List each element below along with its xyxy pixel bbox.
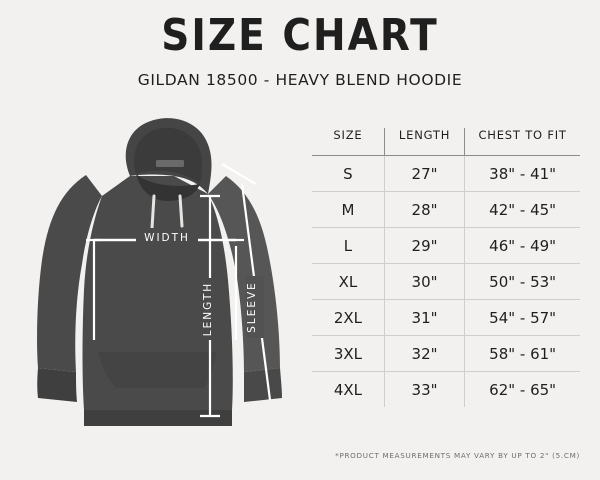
cell-size: 3XL xyxy=(312,336,384,372)
cell-chest: 50" - 53" xyxy=(465,264,580,300)
cell-chest: 62" - 65" xyxy=(489,380,557,399)
page-header xyxy=(0,10,600,89)
cell-length: 33" xyxy=(384,372,464,408)
size-table-container xyxy=(312,128,580,407)
table-row xyxy=(312,228,580,264)
cell-chest: 38" - 41" xyxy=(465,156,580,192)
cell-size: S xyxy=(312,156,384,192)
column-header-length: LENGTH xyxy=(384,128,464,156)
cell-size: 4XL xyxy=(312,372,384,408)
hoodie-body-shape xyxy=(37,118,282,426)
label-length: LENGTH xyxy=(202,281,214,337)
size-table-body xyxy=(312,156,580,408)
table-row xyxy=(312,336,580,372)
cell-size: M xyxy=(312,192,384,228)
page-subtitle: GILDAN 18500 - HEAVY BLEND HOODIE xyxy=(137,71,463,89)
table-row xyxy=(312,192,580,228)
cell-chest: 58" - 61" xyxy=(465,336,580,372)
size-table-head xyxy=(312,128,580,156)
column-header-chest: CHEST TO FIT xyxy=(478,128,567,142)
table-row xyxy=(312,264,580,300)
measurement-disclaimer: *PRODUCT MEASUREMENTS MAY VARY BY UP TO 2" (5.CM) xyxy=(335,451,580,460)
hoodie-illustration xyxy=(24,100,304,430)
cell-size: XL xyxy=(312,264,384,300)
column-header-size: SIZE xyxy=(312,128,384,156)
cell-length: 32" xyxy=(384,336,464,372)
table-header-row xyxy=(312,128,580,156)
label-width: WIDTH xyxy=(144,232,190,244)
cell-length: 29" xyxy=(384,228,464,264)
cell-length: 30" xyxy=(384,264,464,300)
cell-length: 31" xyxy=(384,300,464,336)
cell-chest: 42" - 45" xyxy=(465,192,580,228)
cell-size: L xyxy=(312,228,384,264)
cell-length: 27" xyxy=(384,156,464,192)
table-row xyxy=(312,372,580,408)
cell-chest: 54" - 57" xyxy=(465,300,580,336)
page-title: SIZE CHART xyxy=(161,10,439,62)
table-row xyxy=(312,300,580,336)
label-sleeve: SLEEVE xyxy=(246,281,258,333)
cell-size: 2XL xyxy=(312,300,384,336)
cell-length: 28" xyxy=(384,192,464,228)
cell-chest: 46" - 49" xyxy=(465,228,580,264)
size-table xyxy=(312,128,580,407)
table-row xyxy=(312,156,580,192)
